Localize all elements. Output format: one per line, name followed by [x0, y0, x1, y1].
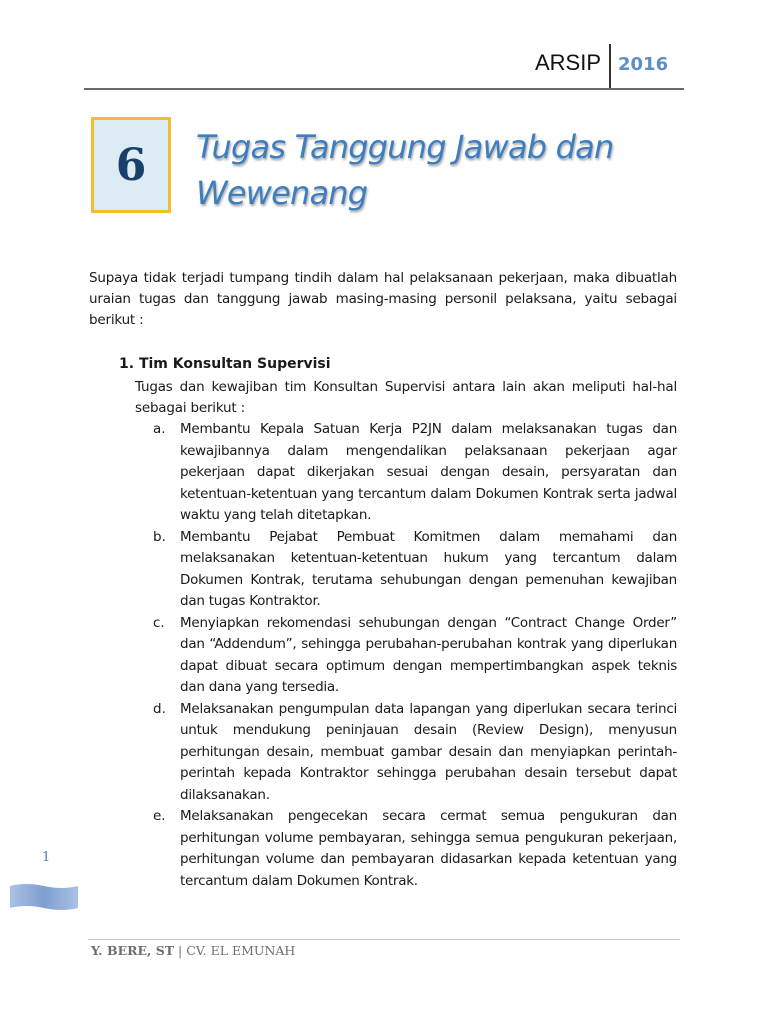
section-title: Tim Konsultan Supervisi	[138, 356, 331, 372]
footer	[91, 943, 295, 958]
list-item-marker: d.	[153, 700, 166, 717]
footer-separator: |	[174, 943, 187, 958]
task-list	[135, 419, 677, 892]
header-rule	[84, 88, 684, 90]
section-number: 1.	[119, 356, 135, 372]
chapter-title	[196, 124, 666, 216]
page-number: 1	[42, 850, 51, 865]
list-item-text: Membantu Kepala Satuan Kerja P2JN dalam melaksanakan tugas dan kewajibannya dalam mengendalikan pelaksanaan pekerjaan agar pekerjaan dapat dikerjakan sesuai dengan desain, persyaratan dan ketentuan-ketentuan yang tercantum dalam Dokumen Kontrak serta jadwal waktu yang telah ditetapkan.	[180, 421, 677, 523]
list-item-text: Melaksanakan pengumpulan data lapangan yang diperlukan secara terinci untuk mendukung peninjauan desain (Review Design), menyusun perhitungan desain, membuat gambar desain dan menyiapkan perintah-perintah kepada Kontraktor sehingga perubahan desain tersebut dapat dilaksanakan.	[180, 700, 677, 803]
list-item-marker: b.	[153, 528, 166, 545]
chapter-title-line-1: Tugas Tanggung Jawab dan	[196, 128, 614, 166]
list-item	[135, 419, 677, 527]
header-year: 2016	[618, 54, 669, 75]
list-item	[135, 613, 677, 699]
section-intro: Tugas dan kewajiban tim Konsultan Supervisi antara lain akan meliputi hal-hal sebagai berikut :	[135, 379, 677, 416]
chapter-number-box: 6	[91, 117, 171, 213]
list-item-text: Membantu Pejabat Pembuat Komitmen dalam memahami dan melaksanakan ketentuan-ketentuan hukum yang tercantum dalam Dokumen Kontrak, terutama sehubungan dengan pemenuhan kewajiban dan tugas Kontraktor.	[180, 528, 677, 609]
list-item	[135, 527, 677, 613]
header-divider	[609, 44, 611, 88]
list-item-marker: a.	[153, 421, 166, 437]
chapter-title-line-2: Wewenang	[196, 174, 368, 212]
section-heading	[119, 356, 331, 372]
intro-paragraph: Supaya tidak terjadi tumpang tindih dalam hal pelaksanaan pekerjaan, maka dibuatlah uraian tugas dan tanggung jawab masing-masing personil pelaksana, yaitu sebagai berikut :	[89, 270, 677, 328]
header-archive-label: ARSIP	[535, 50, 602, 75]
list-item-text: Menyiapkan rekomendasi sehubungan dengan “Contract Change Order” dan “Addendum”, sehingga perubahan-perubahan kontrak yang diperlukan dapat dibuat secara optimum dengan mempertimbangkan aspek teknis dan dana yang tersedia.	[180, 614, 677, 695]
footer-company: CV. EL EMUNAH	[186, 943, 296, 958]
list-item-text: Melaksanakan pengecekan secara cermat semua pengukuran dan perhitungan volume pembayaran, sehingga semua pengukuran pekerjaan, perhitungan volume dan pembayaran didasarkan kepada ketentuan yang tercantum dalam Dokumen Kontrak.	[180, 808, 677, 889]
list-item	[135, 699, 677, 807]
list-item-marker: c.	[153, 614, 165, 631]
list-item-marker: e.	[153, 808, 166, 824]
list-item	[135, 806, 677, 892]
ribbon-decoration-icon	[8, 880, 80, 914]
footer-rule	[88, 939, 680, 940]
footer-author: Y. BERE, ST	[91, 943, 175, 958]
